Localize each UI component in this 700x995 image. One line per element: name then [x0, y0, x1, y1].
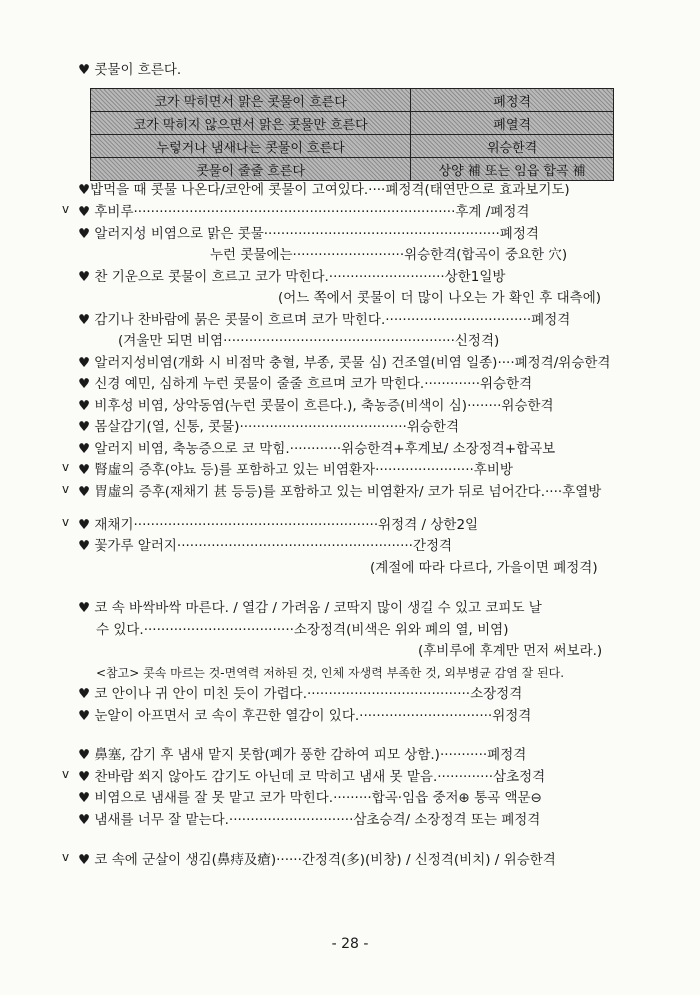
text-line: ♥ 胃虛의 증후(재채기 甚 등등)를 포함하고 있는 비염환자/ 코가 뒤로 넘어간다.····후열방 — [78, 484, 602, 500]
text-line: ♥ 알러지성 비염으로 맑은 콧물·······················································폐정격 — [78, 226, 539, 242]
text-line: ♥ 감기나 찬바람에 묽은 콧물이 흐르며 코가 막힌다.··································폐정격 — [78, 312, 571, 328]
text-line: ♥ 코 속에 군살이 생김(鼻痔及瘡)······간정격(多)(비창) / 신정격(비치) / 위승한격 — [78, 852, 556, 868]
text-line: ♥ 알러지 비염, 축농증으로 코 막힘.············위승한격+후계보/ 소장정격+합곡보 — [78, 441, 556, 457]
text-line: ♥ 코 안이나 귀 안이 미친 듯이 가렵다.······································소장정격 — [78, 686, 523, 702]
text-line: ♥ 코 속 바싹바싹 마른다. / 열감 / 가려움 / 코딱지 많이 생길 수 있고 코피도 날 — [78, 600, 542, 616]
text-line: ♥ 鼻塞, 감기 후 냄새 맡지 못함(폐가 풍한 감하여 피모 상함.)···········폐정격 — [78, 747, 527, 763]
table-cell: 누렇거나 냄새나는 콧물이 흐른다 — [91, 135, 411, 158]
text-line: (계절에 따라 다르다, 가을이면 폐정격) — [370, 560, 598, 576]
check-mark: v — [62, 767, 70, 781]
text-line: (겨울만 되면 비염······················································신정격) — [118, 333, 500, 349]
nasal-discharge-table — [90, 88, 614, 181]
table-cell: 코가 막히면서 맑은 콧물이 흐른다 — [91, 89, 411, 112]
text-line: (후비루에 후계만 먼저 써보라.) — [418, 643, 603, 659]
text-line: ♥ 비염으로 냄새를 잘 못 맡고 코가 막힌다.·········합곡·임읍 중저⊕ 통곡 액문⊖ — [78, 790, 542, 806]
table-cell: 코가 막히지 않으면서 맑은 콧물만 흐른다 — [91, 112, 411, 135]
check-mark: v — [62, 460, 70, 474]
check-mark: v — [62, 482, 70, 496]
table-cell: 위승한격 — [411, 135, 614, 158]
text-line: (어느 쪽에서 콧물이 더 많이 나오는 가 확인 후 대측에) — [278, 290, 602, 306]
text-line: ♥ 腎虛의 증후(야뇨 등)를 포함하고 있는 비염환자·······················후비방 — [78, 462, 513, 478]
text-line: 누런 콧물에는··························위승한격(합곡이 중요한 穴) — [210, 247, 568, 263]
text-line: ♥ 찬 기운으로 콧물이 흐르고 코가 막힌다.···························상한1일방 — [78, 269, 506, 285]
text-line: ♥ 알러지성비염(개화 시 비점막 충혈, 부종, 콧물 심) 건조열(비염 일종)····폐정격/위승한격 — [78, 355, 611, 371]
check-mark: v — [62, 850, 70, 864]
table-row — [91, 89, 614, 112]
check-mark: v — [62, 515, 70, 529]
text-line: ♥ 찬바람 쐬지 않아도 감기도 아닌데 코 막히고 냄새 못 맡음.·············삼초정격 — [78, 769, 546, 785]
text-line: ♥ 꽃가루 알러지·······················································간정격 — [78, 538, 453, 554]
section-heading: ♥ 콧물이 흐른다. — [78, 62, 182, 78]
text-line: ♥ 냄새를 너무 잘 맡는다.·····························삼초승격/ 소장정격 또는 폐정격 — [78, 812, 541, 828]
text-line: ♥ 재채기·························································위정격 / 상한2일 — [78, 517, 479, 533]
text-line: 수 있다.···································소장정격(비색은 위와 폐의 열, 비염) — [96, 622, 509, 638]
text-line: ♥ 신경 예민, 심하게 누런 콧물이 줄줄 흐르며 코가 막힌다.·············위승한격 — [78, 376, 533, 392]
page-number: - 28 - — [331, 936, 369, 952]
text-line: ♥ 몸살감기(열, 신통, 콧물)·······································위승한격 — [78, 419, 459, 435]
table-cell: 상양 補 또는 임읍 합곡 補 — [411, 158, 614, 181]
table-cell: 폐열격 — [411, 112, 614, 135]
check-mark: v — [62, 202, 70, 216]
note-line: <참고> 콧속 마르는 것-면역력 저하된 것, 인체 자생력 부족한 것, 외부병균 감염 잘 된다. — [96, 666, 565, 680]
table-row — [91, 112, 614, 135]
text-line: ♥밥먹을 때 콧물 나온다/코안에 콧물이 고여있다.····폐정격(태연만으로 효과보기도) — [78, 182, 570, 198]
table-cell: 콧물이 줄줄 흐른다 — [91, 158, 411, 181]
table-row — [91, 158, 614, 181]
table-cell: 폐정격 — [411, 89, 614, 112]
table-row — [91, 135, 614, 158]
text-line: ♥ 후비루···········································································후계 /폐정격 — [78, 204, 530, 220]
text-line: ♥ 눈알이 아프면서 코 속이 후끈한 열감이 있다.·······························위정격 — [78, 708, 532, 724]
text-line: ♥ 비후성 비염, 상악동염(누런 콧물이 흐른다.), 축농증(비색이 심)········위승한격 — [78, 398, 554, 414]
